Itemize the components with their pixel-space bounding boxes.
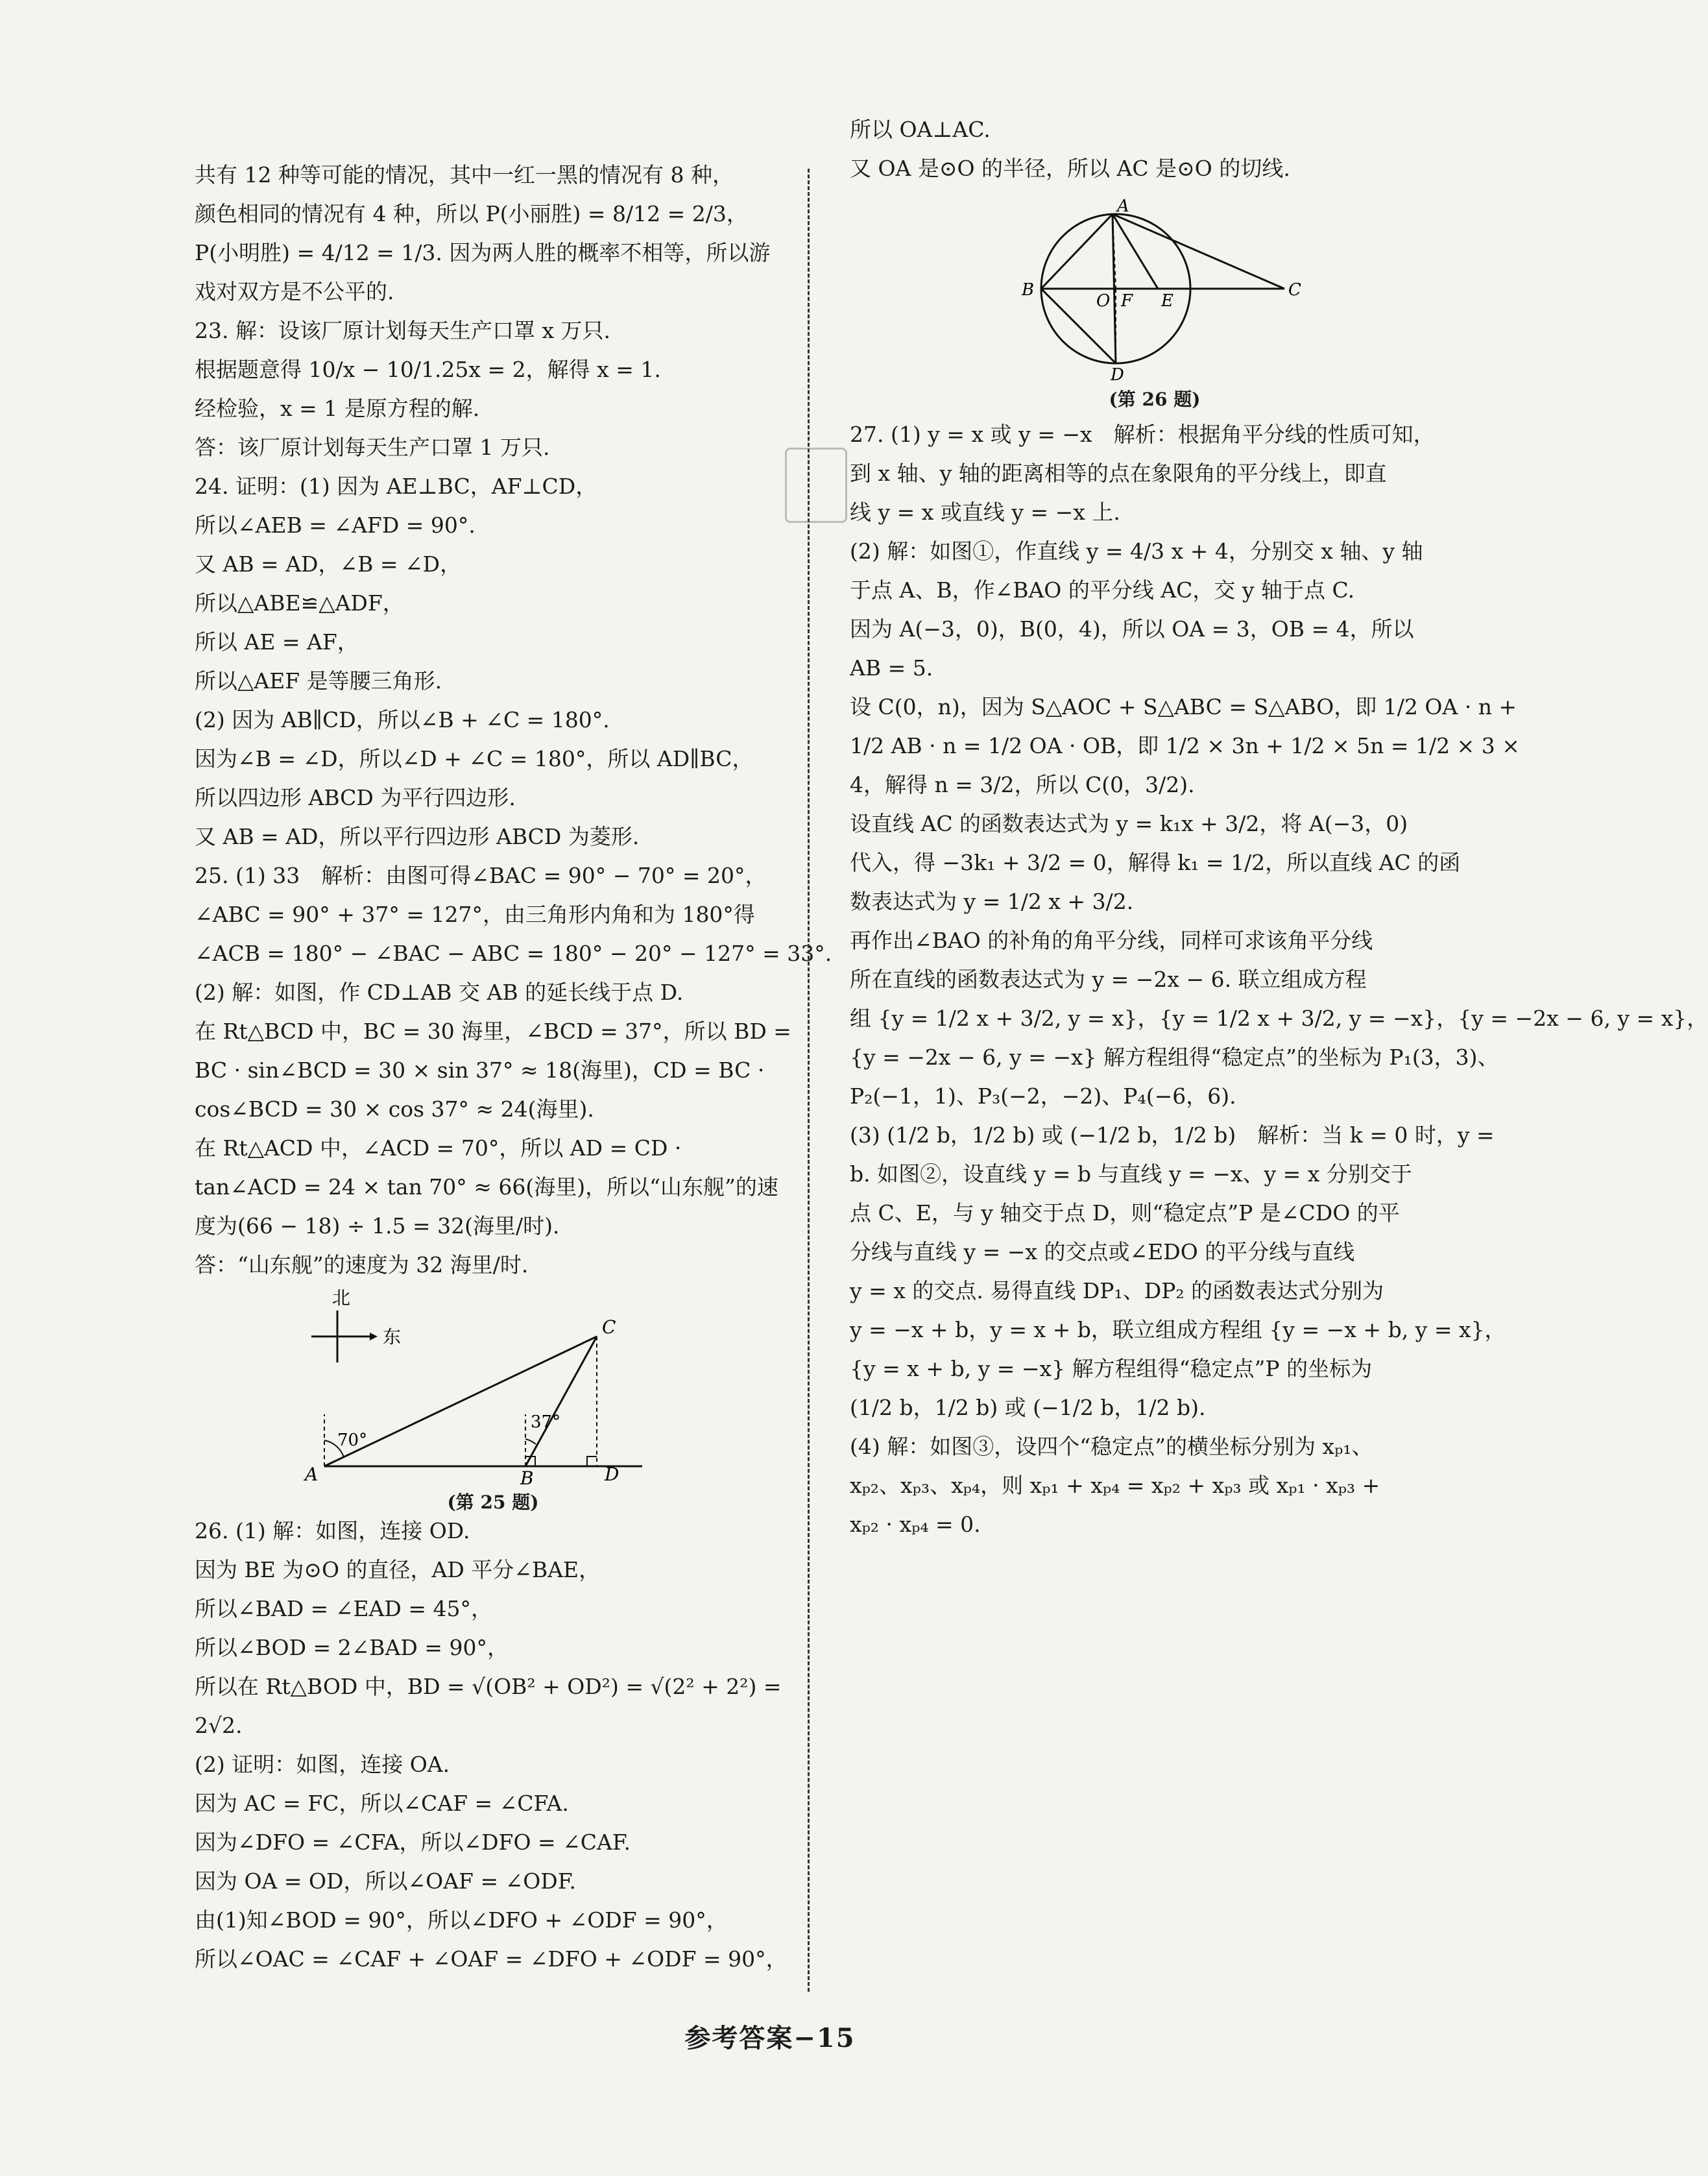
- figure-26: [999, 195, 1310, 409]
- text-line: 所以 AE = AF，: [195, 629, 359, 655]
- right-text-block: [850, 110, 1434, 188]
- text-line: 23. 解：设该厂原计划每天生产口罩 x 万只.: [195, 318, 611, 343]
- text-line: 1/2 AB · n = 1/2 OA · OB，即 1/2 × 3n + 1/2 × 5n = 1/2 × 3 ×: [850, 733, 1520, 758]
- text-line: xₚ₂、xₚ₃、xₚ₄，则 xₚ₁ + xₚ₄ = xₚ₂ + xₚ₃ 或 xₚ₁ · xₚ₃ +: [850, 1473, 1380, 1498]
- column-divider: [808, 169, 810, 1992]
- text-line: y = −x + b，y = x + b，联立组成方程组 {y = −x + b, y = x}，: [850, 1317, 1506, 1342]
- text-line: P₂(−1，1)、P₃(−2，−2)、P₄(−6，6).: [850, 1083, 1236, 1109]
- text-line: (3) (1/2 b，1/2 b) 或 (−1/2 b，1/2 b) 解析：当 k = 0 时，y =: [850, 1122, 1495, 1148]
- fig25-C: C: [602, 1316, 616, 1338]
- text-line: 组 {y = 1/2 x + 3/2, y = x}，{y = 1/2 x + 3/2, y = −x}，{y = −2x − 6, y = x}，: [850, 1006, 1708, 1031]
- text-line: 所以∠AEB = ∠AFD = 90°.: [195, 513, 475, 538]
- text-line: 代入，得 −3k₁ + 3/2 = 0，解得 k₁ = 1/2，所以直线 AC 的函: [850, 850, 1461, 875]
- text-line: y = x 的交点. 易得直线 DP₁、DP₂ 的函数表达式分别为: [850, 1278, 1384, 1303]
- text-line: 所以 OA⊥AC.: [850, 117, 991, 142]
- text-line: 设直线 AC 的函数表达式为 y = k₁x + 3/2，将 A(−3，0): [850, 811, 1408, 836]
- text-line: 所以∠OAC = ∠CAF + ∠OAF = ∠DFO + ∠ODF = 90°，: [195, 1946, 788, 1972]
- text-line: 设 C(0，n)，因为 S△AOC + S△ABC = S△ABO，即 1/2 OA · n +: [850, 694, 1517, 719]
- text-line: 因为 AC = FC，所以∠CAF = ∠CFA.: [195, 1791, 569, 1816]
- text-line: 所在直线的函数表达式为 y = −2x − 6. 联立组成方程: [850, 967, 1367, 992]
- text-line: 26. (1) 解：如图，连接 OD.: [195, 1518, 470, 1543]
- text-line: (2) 解：如图，作 CD⊥AB 交 AB 的延长线于点 D.: [195, 980, 684, 1005]
- text-line: 点 C、E，与 y 轴交于点 D，则“稳定点”P 是∠CDO 的平: [850, 1200, 1400, 1226]
- text-line: 因为∠B = ∠D，所以∠D + ∠C = 180°，所以 AD∥BC，: [195, 746, 754, 771]
- text-line: 25. (1) 33 解析：由图可得∠BAC = 90° − 70° = 20°，: [195, 863, 767, 888]
- text-line: 颜色相同的情况有 4 种，所以 P(小丽胜) = 8/12 = 2/3，: [195, 201, 748, 226]
- text-line: 到 x 轴、y 轴的距离相等的点在象限角的平分线上，即直: [850, 461, 1387, 486]
- text-line: BC · sin∠BCD = 30 × sin 37° ≈ 18(海里)，CD = BC ·: [195, 1058, 765, 1083]
- text-line: 因为 BE 为⊙O 的直径，AD 平分∠BAE，: [195, 1557, 601, 1582]
- fig25-D: D: [605, 1464, 619, 1485]
- text-line: 因为∠DFO = ∠CFA，所以∠DFO = ∠CAF.: [195, 1830, 631, 1855]
- text-line: 戏对双方是不公平的.: [195, 279, 394, 304]
- text-line: 答：“山东舰”的速度为 32 海里/时.: [195, 1252, 529, 1277]
- fig26-D: D: [1111, 365, 1124, 385]
- text-line: 经检验，x = 1 是原方程的解.: [195, 396, 480, 421]
- text-line: cos∠BCD = 30 × cos 37° ≈ 24(海里).: [195, 1096, 594, 1122]
- figure-26-caption: (第 26 题): [1109, 389, 1201, 410]
- figure-25-caption: (第 25 题): [447, 1492, 539, 1513]
- fig25-east: 东: [383, 1326, 402, 1348]
- right-column: [850, 110, 1708, 1544]
- text-line: (2) 证明：如图，连接 OA.: [195, 1752, 450, 1777]
- text-line: 2√2.: [195, 1713, 243, 1738]
- text-line: 度为(66 − 18) ÷ 1.5 = 32(海里/时).: [195, 1213, 560, 1239]
- text-line: {y = −2x − 6, y = −x} 解方程组得“稳定点”的坐标为 P₁(3，3)、: [850, 1045, 1499, 1070]
- fig25-A: A: [305, 1464, 319, 1485]
- text-line: 又 AB = AD，∠B = ∠D，: [195, 551, 462, 577]
- fig26-O: O: [1096, 291, 1111, 311]
- bookmark-stamp: [785, 448, 847, 523]
- fig26-A: A: [1117, 197, 1129, 216]
- text-line: 所以∠BAD = ∠EAD = 45°，: [195, 1596, 492, 1621]
- text-line: 由(1)知∠BOD = 90°，所以∠DFO + ∠ODF = 90°，: [195, 1907, 728, 1933]
- text-line: 再作出∠BAO 的补角的角平分线，同样可求该角平分线: [850, 928, 1373, 953]
- left-column: [195, 156, 832, 1979]
- text-line: (2) 解：如图①，作直线 y = 4/3 x + 4，分别交 x 轴、y 轴: [850, 538, 1423, 564]
- text-line: 所以△ABE≌△ADF，: [195, 590, 404, 616]
- text-line: 于点 A、B，作∠BAO 的平分线 AC，交 y 轴于点 C.: [850, 577, 1355, 603]
- text-line: ∠ACB = 180° − ∠BAC − ABC = 180° − 20° − 127° = 33°.: [195, 941, 832, 966]
- text-line: 在 Rt△BCD 中，BC = 30 海里，∠BCD = 37°，所以 BD =: [195, 1019, 791, 1044]
- fig25-B: B: [520, 1468, 534, 1489]
- left-text-block: [195, 156, 832, 1285]
- text-line: 因为 A(−3，0)，B(0，4)，所以 OA = 3，OB = 4，所以: [850, 616, 1414, 642]
- text-line: ∠ABC = 90° + 37° = 127°，由三角形内角和为 180°得: [195, 902, 755, 927]
- text-line: 27. (1) y = x 或 y = −x 解析：根据角平分线的性质可知，: [850, 422, 1435, 447]
- text-line: 因为 OA = OD，所以∠OAF = ∠ODF.: [195, 1868, 576, 1894]
- text-line: AB = 5.: [850, 655, 933, 681]
- text-line: 在 Rt△ACD 中，∠ACD = 70°，所以 AD = CD ·: [195, 1135, 682, 1161]
- figure-25-diagram: [292, 1287, 694, 1489]
- text-line: P(小明胜) = 4/12 = 1/3. 因为两人胜的概率不相等，所以游: [195, 240, 771, 265]
- text-line: 分线与直线 y = −x 的交点或∠EDO 的平分线与直线: [850, 1239, 1355, 1264]
- text-line: (2) 因为 AB∥CD，所以∠B + ∠C = 180°.: [195, 707, 610, 732]
- text-line: tan∠ACD = 24 × tan 70° ≈ 66(海里)，所以“山东舰”的速: [195, 1174, 778, 1200]
- text-line: 所以∠BOD = 2∠BAD = 90°，: [195, 1635, 509, 1660]
- fig25-angle70: 70°: [337, 1431, 368, 1450]
- fig26-C: C: [1288, 280, 1301, 300]
- text-line: 又 OA 是⊙O 的半径，所以 AC 是⊙O 的切线.: [850, 156, 1290, 181]
- fig25-angle37: 37°: [531, 1412, 561, 1432]
- text-line: 所以四边形 ABCD 为平行四边形.: [195, 785, 516, 810]
- text-line: {y = x + b, y = −x} 解方程组得“稳定点”P 的坐标为: [850, 1356, 1373, 1381]
- fig26-E: E: [1161, 291, 1173, 311]
- fig25-north: 北: [332, 1287, 351, 1309]
- text-line: 根据题意得 10/x − 10/1.25x = 2，解得 x = 1.: [195, 357, 661, 382]
- fig26-F: F: [1121, 291, 1133, 311]
- text-line: 数表达式为 y = 1/2 x + 3/2.: [850, 889, 1134, 914]
- page-footer: 参考答案−15: [684, 2023, 856, 2053]
- text-line: 答：该厂原计划每天生产口罩 1 万只.: [195, 435, 550, 460]
- text-line: b. 如图②，设直线 y = b 与直线 y = −x、y = x 分别交于: [850, 1161, 1412, 1187]
- text-line: 线 y = x 或直线 y = −x 上.: [850, 500, 1120, 525]
- text-line: 4，解得 n = 3/2，所以 C(0，3/2).: [850, 772, 1195, 797]
- text-line: (4) 解：如图③，设四个“稳定点”的横坐标分别为 xₚ₁、: [850, 1434, 1373, 1459]
- text-line: 24. 证明：(1) 因为 AE⊥BC，AF⊥CD，: [195, 474, 597, 499]
- figure-26-diagram: [999, 195, 1310, 383]
- right-text-block-2: [850, 415, 1708, 1544]
- figure-25: [292, 1287, 694, 1513]
- text-line: 所以△AEF 是等腰三角形.: [195, 668, 442, 694]
- text-line: 所以在 Rt△BOD 中，BD = √(OB² + OD²) = √(2² + 2²) =: [195, 1674, 782, 1699]
- text-line: 又 AB = AD，所以平行四边形 ABCD 为菱形.: [195, 824, 640, 849]
- fig26-B: B: [1022, 280, 1035, 300]
- text-line: 共有 12 种等可能的情况，其中一红一黑的情况有 8 种，: [195, 162, 734, 187]
- text-line: (1/2 b，1/2 b) 或 (−1/2 b，1/2 b).: [850, 1395, 1206, 1420]
- left-text-block-2: [195, 1512, 791, 1979]
- text-line: xₚ₂ · xₚ₄ = 0.: [850, 1512, 981, 1537]
